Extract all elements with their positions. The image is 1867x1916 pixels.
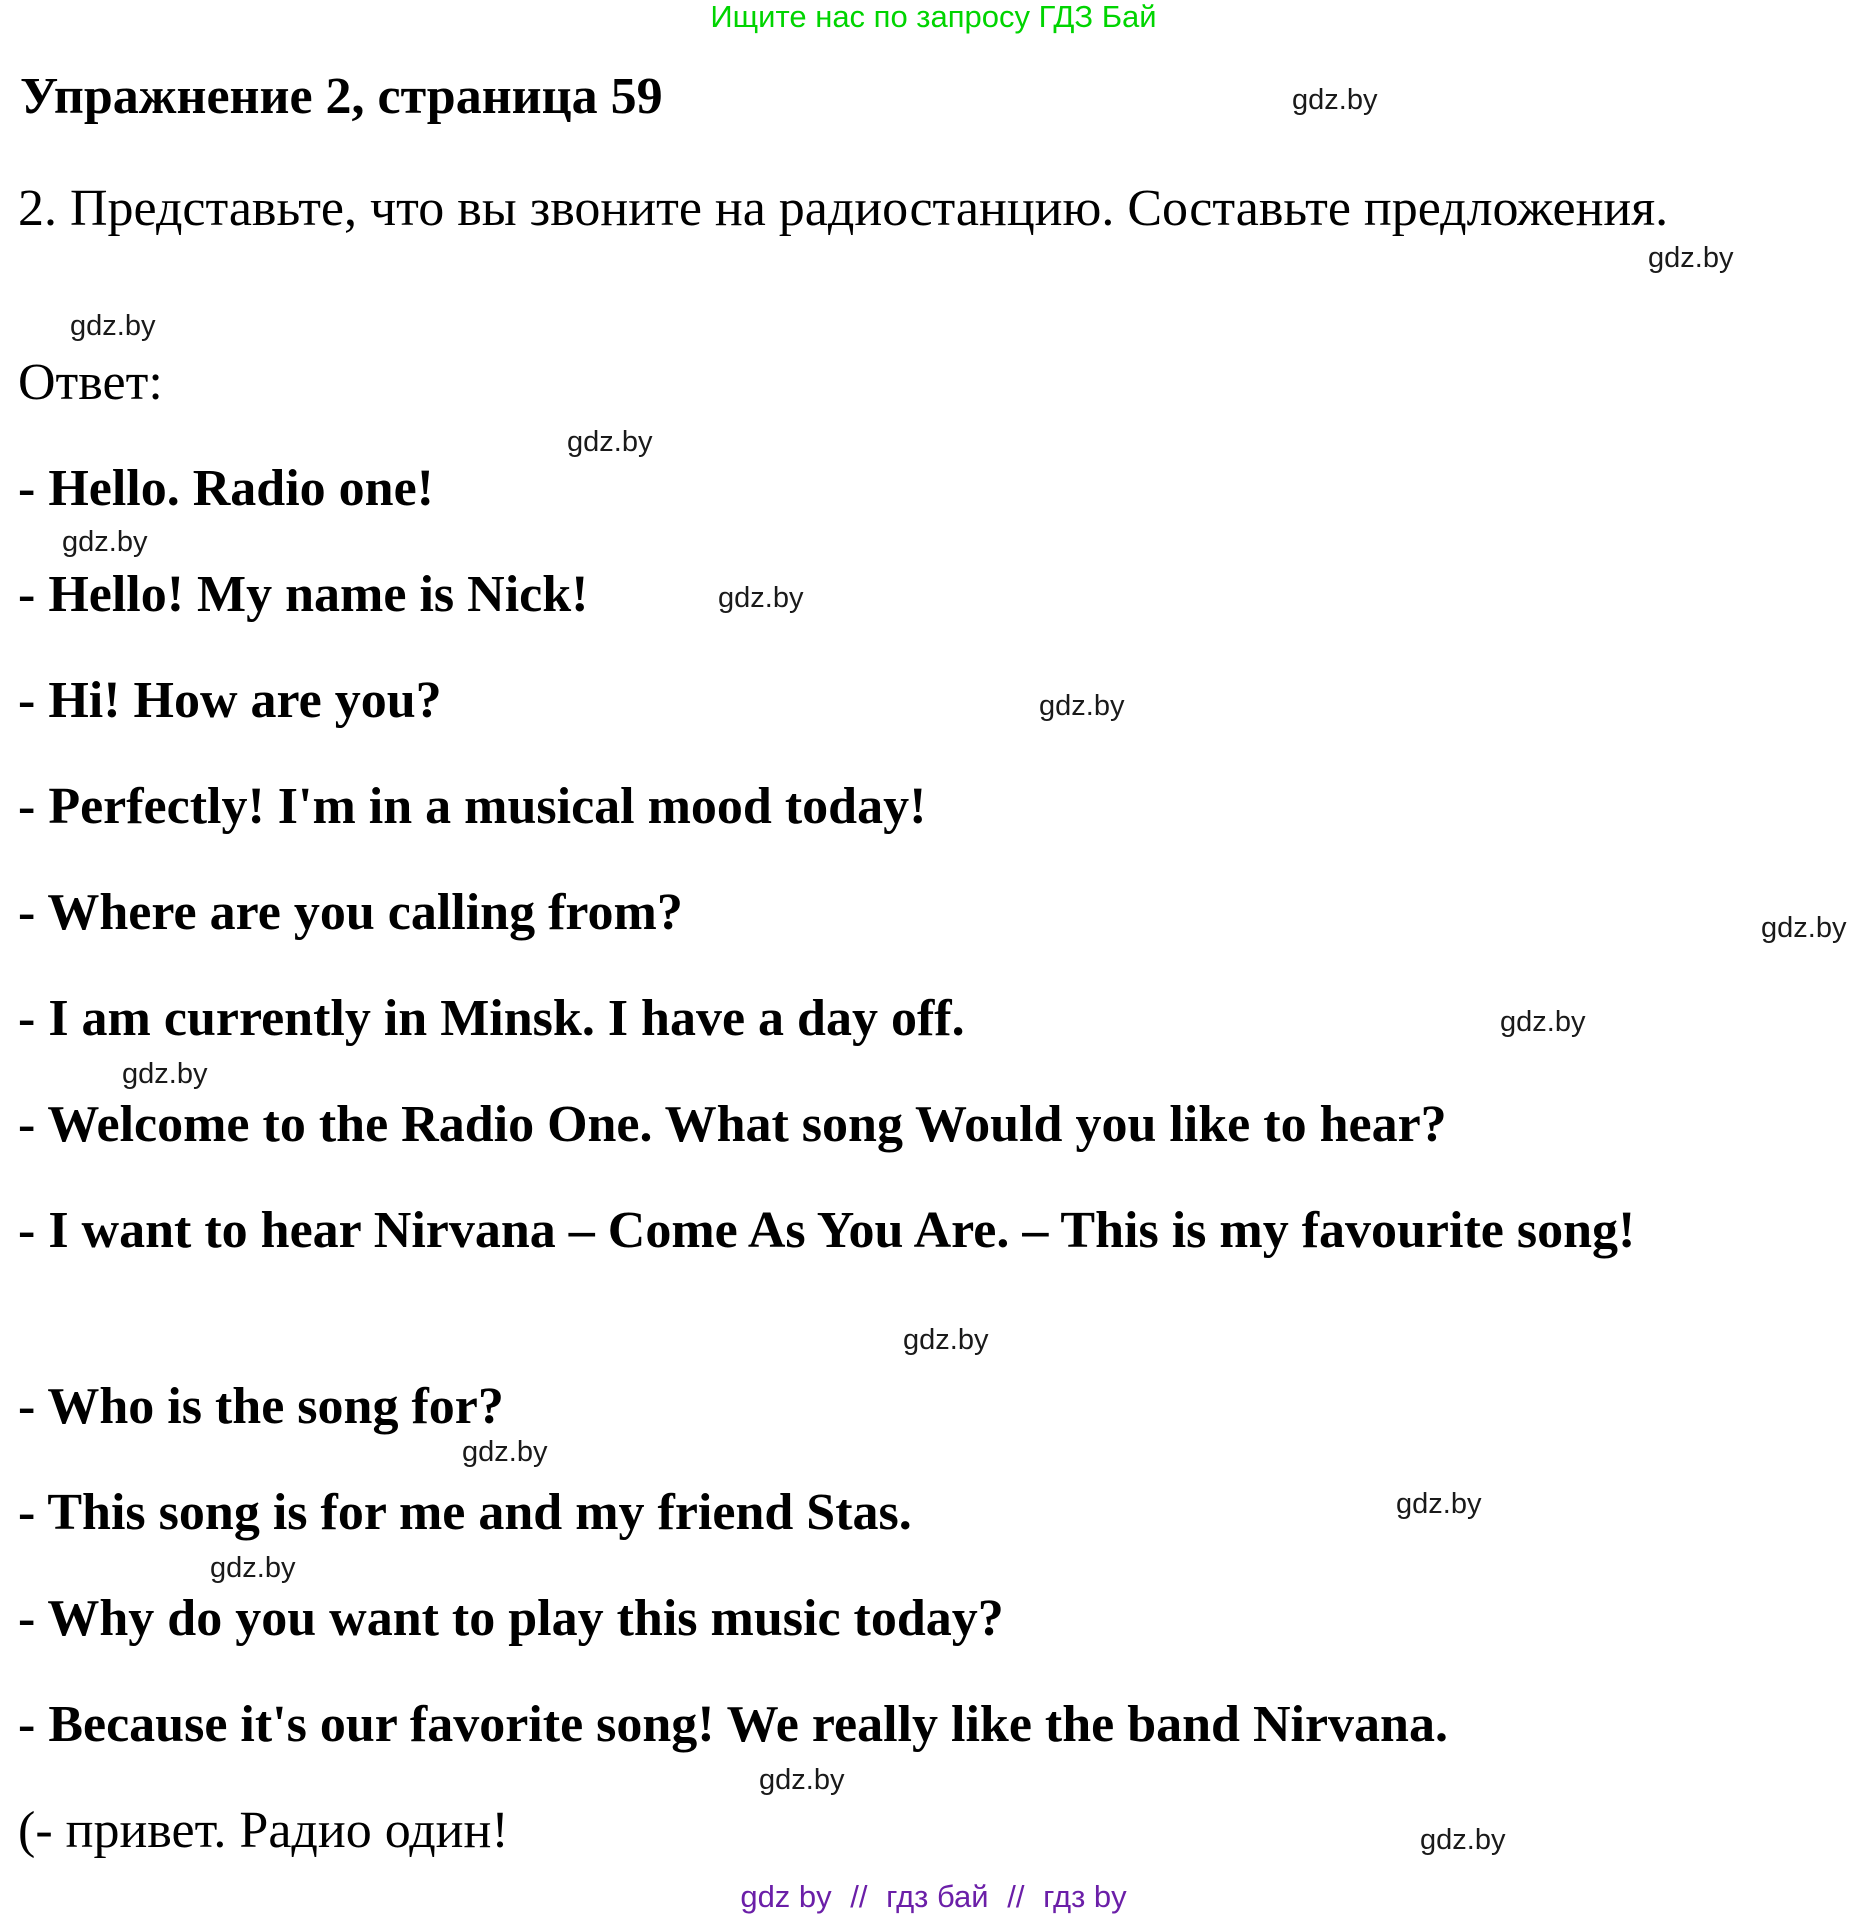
watermark: gdz.by — [1500, 1006, 1586, 1038]
watermark: gdz.by — [903, 1324, 989, 1356]
watermark: gdz.by — [1292, 84, 1378, 116]
watermark: gdz.by — [70, 310, 156, 342]
footer-separator: // — [1007, 1879, 1025, 1914]
dialogue-line: - This song is for me and my friend Stas. — [18, 1484, 912, 1541]
dialogue-line: - I want to hear Nirvana – Come As You Are. – This is my favourite song! — [18, 1202, 1636, 1259]
watermark: gdz.by — [567, 426, 653, 458]
watermark: gdz.by — [210, 1552, 296, 1584]
dialogue-line: - Perfectly! I'm in a musical mood today! — [18, 778, 927, 835]
page-title: Упражнение 2, страница 59 — [20, 68, 663, 125]
watermark: gdz.by — [1648, 242, 1734, 274]
translation-line: (- привет. Радио один! — [18, 1802, 509, 1859]
search-banner[interactable]: Ищите нас по запросу ГДЗ Бай — [710, 0, 1157, 34]
watermark: gdz.by — [1761, 912, 1847, 944]
dialogue-line: - Where are you calling from? — [18, 884, 683, 941]
footer-link[interactable]: гдз by — [1043, 1879, 1127, 1914]
footer-link[interactable]: gdz by — [740, 1879, 832, 1914]
dialogue-line: - Hello! My name is Nick! — [18, 566, 589, 623]
answer-label: Ответ: — [18, 354, 163, 411]
dialogue-line: - Hello. Radio one! — [18, 460, 434, 517]
dialogue-line: - Why do you want to play this music today? — [18, 1590, 1004, 1647]
dialogue-line: - I am currently in Minsk. I have a day off. — [18, 990, 965, 1047]
task-text: 2. Представьте, что вы звоните на радиостанцию. Составьте предложения. — [18, 180, 1669, 237]
footer-links — [0, 1880, 1867, 1914]
dialogue-line: - Who is the song for? — [18, 1378, 504, 1435]
footer-link[interactable]: гдз бай — [886, 1879, 989, 1914]
dialogue-line: - Welcome to the Radio One. What song Would you like to hear? — [18, 1096, 1447, 1153]
watermark: gdz.by — [122, 1058, 208, 1090]
watermark: gdz.by — [462, 1436, 548, 1468]
watermark: gdz.by — [62, 526, 148, 558]
dialogue-line: - Because it's our favorite song! We really like the band Nirvana. — [18, 1696, 1448, 1753]
watermark: gdz.by — [759, 1764, 845, 1796]
dialogue-line: - Hi! How are you? — [18, 672, 442, 729]
watermark: gdz.by — [1396, 1488, 1482, 1520]
watermark: gdz.by — [718, 582, 804, 614]
watermark: gdz.by — [1420, 1824, 1506, 1856]
watermark: gdz.by — [1039, 690, 1125, 722]
footer-separator: // — [850, 1879, 868, 1914]
